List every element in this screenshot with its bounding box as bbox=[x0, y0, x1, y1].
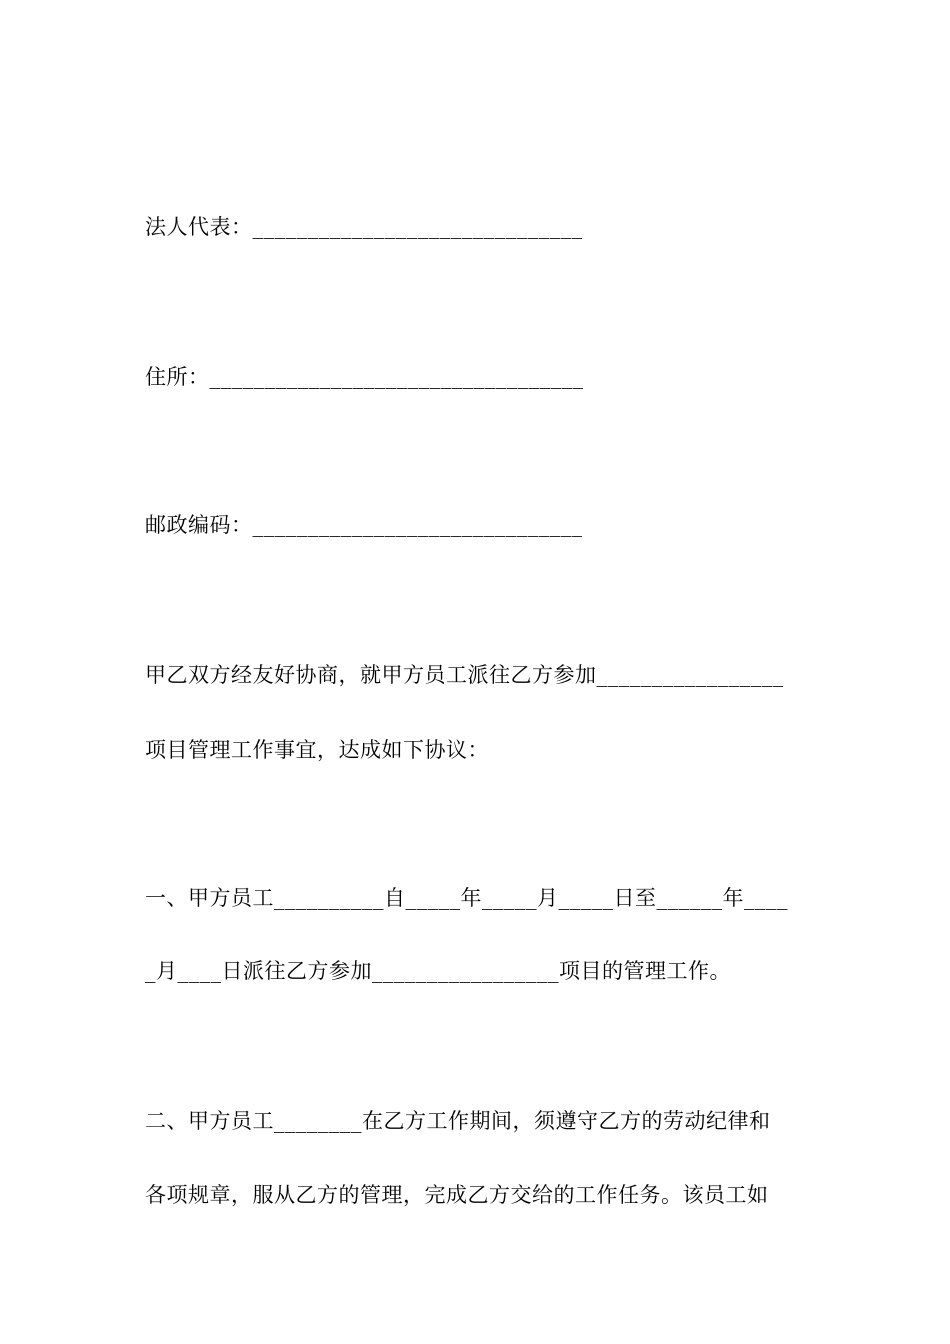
clause-2-line-1: 二、甲方员工________在乙方工作期间，须遵守乙方的劳动纪律和 bbox=[145, 1109, 771, 1133]
preamble-line-1: 甲乙双方经友好协商，就甲方员工派往乙方参加_________________ bbox=[145, 663, 784, 687]
preamble-line-2: 项目管理工作事宜，达成如下协议： bbox=[145, 738, 489, 762]
clause-1-line-2: _月____日派往乙方参加_________________项目的管理工作。 bbox=[145, 959, 731, 983]
postal-code-field: 邮政编码：______________________________ bbox=[145, 513, 583, 537]
clause-1-line-1: 一、甲方员工__________自_____年_____月_____日至______年____ bbox=[145, 886, 788, 910]
legal-representative-field: 法人代表：______________________________ bbox=[145, 215, 583, 239]
address-field: 住所：__________________________________ bbox=[145, 365, 584, 389]
clause-2-line-2: 各项规章，服从乙方的管理，完成乙方交给的工作任务。该员工如 bbox=[145, 1183, 769, 1207]
